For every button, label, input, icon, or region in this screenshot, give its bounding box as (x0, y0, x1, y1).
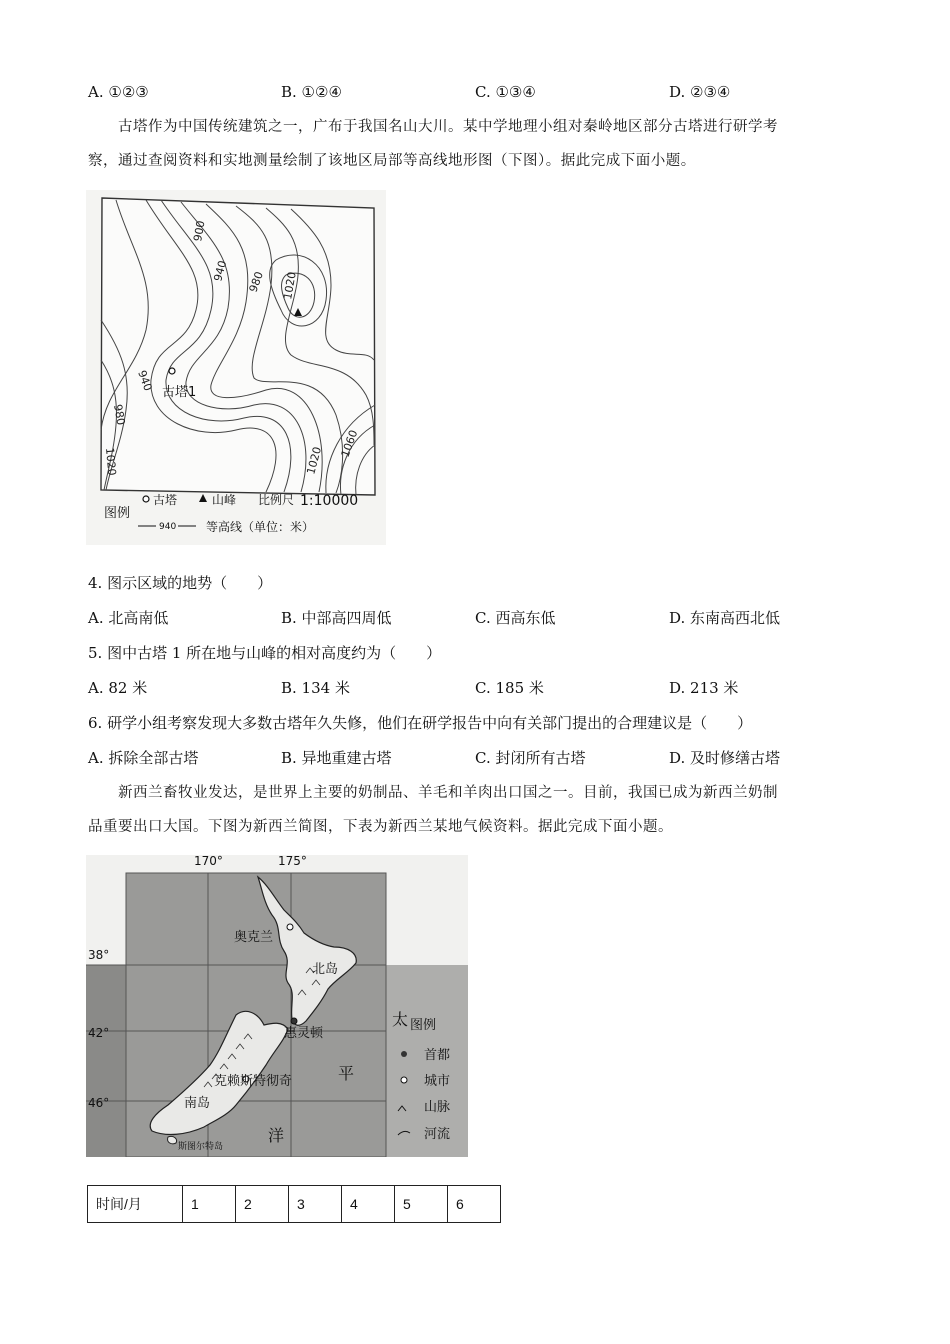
passage-pagoda-line2: 察，通过查阅资料和实地测量绘制了该地区局部等高线地形图（下图）。据此完成下面小题。 (88, 153, 696, 169)
q3-option-d[interactable]: D. ②③④ (669, 83, 731, 101)
nz-ocean-label-3: 洋 (268, 1126, 285, 1145)
contour-map (86, 190, 386, 545)
nz-auckland-label: 奥克兰 (234, 930, 274, 945)
legend-city-icon (401, 1077, 407, 1083)
legend-capital-icon (401, 1051, 407, 1057)
legend-contour: 等高线（单位：米） (206, 520, 315, 534)
nz-ocean-label-2: 平 (338, 1064, 355, 1083)
climate-month-2: 2 (236, 1186, 289, 1223)
nz-legend-capital: 首都 (424, 1048, 451, 1063)
climate-month-1: 1 (183, 1186, 236, 1223)
contour-label-1020-east: 1020 (304, 445, 325, 476)
nz-lat-38: 38° (88, 948, 110, 962)
passage-new-zealand (88, 776, 868, 844)
passage-pagoda-line1: 古塔作为中国传统建筑之一，广布于我国名山大川。某中学地理小组对秦岭地区部分古塔进行研学考 (118, 119, 778, 135)
nz-wellington-label: 惠灵顿 (284, 1026, 324, 1041)
q4-option-a[interactable]: A. 北高南低 (88, 609, 169, 627)
nz-lon-170: 170° (194, 855, 223, 868)
contour-label-1020-peak: 1020 (281, 270, 299, 301)
legend-contour-value: 940 (159, 522, 177, 532)
nz-legend-title: 图例 (410, 1018, 437, 1033)
nz-map (86, 855, 468, 1157)
nz-lat-46: 46° (88, 1096, 110, 1110)
q4-option-c[interactable]: C. 西高东低 (475, 609, 556, 627)
nz-stewart-label: 斯图尔特岛 (178, 1142, 224, 1152)
contour-label-940-west: 940 (135, 368, 155, 393)
legend-scale-label: 比例尺 (258, 493, 295, 507)
q6-option-a[interactable]: A. 拆除全部古塔 (88, 749, 199, 767)
nz-legend-river: 河流 (424, 1127, 451, 1142)
legend-pagoda-icon (143, 496, 149, 502)
nz-north-island-label: 北岛 (312, 962, 339, 977)
nz-map-figure (86, 855, 468, 1157)
pagoda-label: 古塔1 (162, 385, 197, 400)
nz-lon-175: 175° (278, 855, 307, 868)
q6-option-d[interactable]: D. 及时修缮古塔 (669, 749, 781, 767)
climate-table-header: 时间/月 (88, 1186, 183, 1223)
climate-month-5: 5 (395, 1186, 448, 1223)
auckland-city-icon (287, 924, 293, 930)
climate-month-3: 3 (289, 1186, 342, 1223)
contour-label-1060: 1060 (338, 428, 361, 460)
contour-label-980-west: 980 (111, 403, 128, 427)
contour-label-900: 900 (191, 219, 208, 243)
q3-option-a[interactable]: A. ①②③ (88, 83, 149, 101)
table-row (88, 1186, 501, 1223)
q5-option-c[interactable]: C. 185 米 (475, 679, 544, 697)
legend-pagoda: 古塔 (153, 493, 178, 507)
nz-christchurch-label: 克赖斯特彻奇 (214, 1074, 293, 1089)
q5-option-d[interactable]: D. 213 米 (669, 679, 739, 697)
contour-label-1020-west: 1020 (103, 447, 119, 477)
q5-stem: 5. 图中古塔 1 所在地与山峰的相对高度约为（ ） (88, 644, 442, 662)
climate-month-6: 6 (448, 1186, 501, 1223)
q6-option-b[interactable]: B. 异地重建古塔 (281, 749, 392, 767)
nz-lat-42: 42° (88, 1026, 110, 1040)
legend-scale-value: 1:10000 (300, 493, 359, 509)
passage-pagoda (88, 110, 868, 178)
passage-nz-line2: 品重要出口大国。下图为新西兰简图，下表为新西兰某地气候资料。据此完成下面小题。 (88, 819, 673, 835)
passage-nz-line1: 新西兰畜牧业发达，是世界上主要的奶制品、羊毛和羊肉出口国之一。目前，我国已成为新西兰奶制 (118, 785, 778, 801)
wellington-capital-icon (291, 1018, 297, 1024)
climate-table (87, 1185, 501, 1223)
q4-stem: 4. 图示区域的地势（ ） (88, 574, 273, 592)
q5-option-b[interactable]: B. 134 米 (281, 679, 350, 697)
contour-label-940: 940 (211, 259, 230, 283)
nz-legend-city: 城市 (424, 1074, 451, 1089)
contour-label-980: 980 (246, 269, 267, 295)
q4-option-d[interactable]: D. 东南高西北低 (669, 609, 781, 627)
q3-option-b[interactable]: B. ①②④ (281, 83, 342, 101)
nz-legend-mountain: 山脉 (424, 1100, 451, 1115)
legend-title: 图例 (104, 506, 131, 521)
q5-option-a[interactable]: A. 82 米 (88, 679, 148, 697)
nz-ocean-label-1: 太 (392, 1010, 409, 1029)
q6-stem: 6. 研学小组考察发现大多数古塔年久失修，他们在研学报告中向有关部门提出的合理建议是（ ） (88, 714, 753, 732)
pagoda-icon (169, 368, 175, 374)
q6-option-c[interactable]: C. 封闭所有古塔 (475, 749, 586, 767)
nz-south-island-label: 南岛 (184, 1096, 211, 1111)
legend-peak: 山峰 (212, 493, 237, 507)
contour-map-figure (86, 190, 386, 545)
q4-option-b[interactable]: B. 中部高四周低 (281, 609, 392, 627)
climate-month-4: 4 (342, 1186, 395, 1223)
q3-option-c[interactable]: C. ①③④ (475, 83, 536, 101)
